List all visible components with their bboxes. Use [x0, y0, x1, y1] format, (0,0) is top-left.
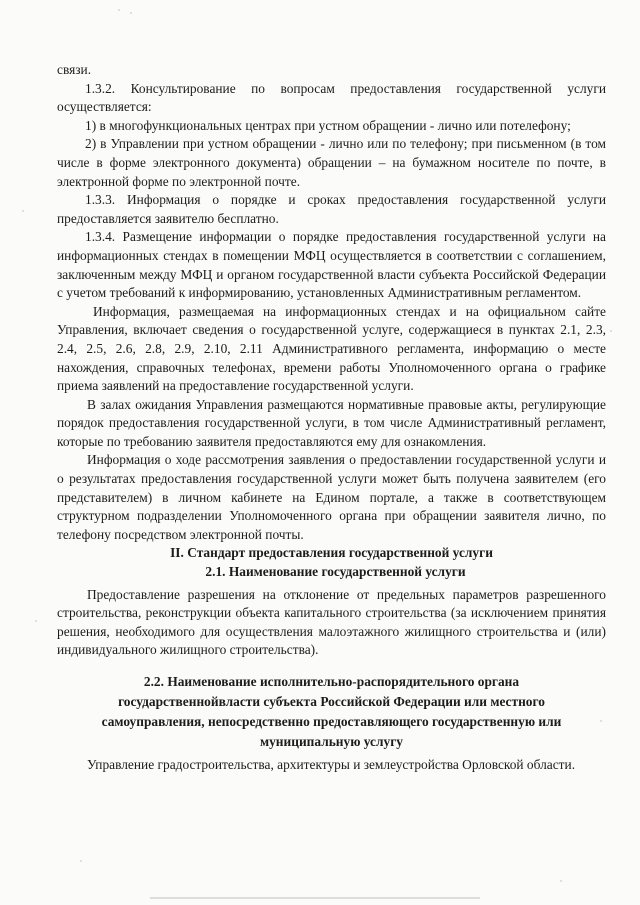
section-2-1-heading: 2.1. Наименование государственной услуги — [205, 564, 466, 580]
section-2-1-text: Предоставление разрешения на отклонение от предельных параметров разрешенного строительства, реконструкции объекта капитального строительства (за исключением принятия решения, необходимого для осуществления малоэтажного жилищного строительства и (или) индивидуального жилищного строительства). — [57, 586, 606, 658]
scan-speck — [22, 210, 24, 212]
section-ii-heading: II. Стандарт предоставления государственной услуги — [170, 545, 493, 561]
paragraph: связи. — [57, 62, 92, 77]
paragraph-1-3-4: 1.3.4. Размещение информации о порядке предоставления государственной услуги на информационных стендах в помещении МФЦ осуществляется в соответствии с соглашением, заключенным между МФЦ и органом государственной власти субъекта Российской Федерации с учетом требований к информированию, установленных Административным регламентом. — [57, 229, 606, 301]
paragraph-info-stands: Информация, размещаемая на информационных стендах и на официальном сайте Управления, включает сведения о государственной услуге, содержащиеся в пунктах 2.1, 2.3, 2.4, 2.5, 2.6, 2.8, 2.9, 2.10, 2.11 Административного регламента, информацию о месте нахождения, справочных телефонах, времени работы Уполномоченного органа о графике приема заявлений на предоставление государственной услуги. — [57, 303, 606, 394]
paragraph-1-3-3: 1.3.3. Информация о порядке и сроках предоставления государственной услуги предоставляется заявителю бесплатно. — [57, 192, 606, 226]
scan-speck — [80, 860, 82, 862]
scan-edge-line — [150, 897, 480, 899]
paragraph-waiting-rooms: В залах ожидания Управления размещаются нормативные правовые акты, регулирующие порядок предоставления государственной услуги, в том числе Административный регламент, которые по требованию заявителя предоставляются ему для ознакомления. — [57, 396, 606, 449]
spacer — [57, 660, 606, 672]
paragraph-progress-info: Информация о ходе рассмотрения заявления о предоставлении государственной услуги и о результатах предоставления государственной услуги может быть получена заявителем (его представителем) в личном кабинете на Едином портале, а также в соответствующем структурном подразделении Уполномоченного органа при обращении заявителя лично, по телефону посредством электронной почты. — [57, 452, 606, 542]
section-2-2-text: Управление градостроительства, архитектуры и землеустройства Орловской области. — [87, 757, 576, 772]
section-2-2-heading: 2.2. Наименование исполнительно-распорядительного органа государственнойвласти субъекта Российской Федерации или местного самоуправления, непосредственно предоставляющего государственную или муниципальную услугу — [101, 674, 562, 749]
scan-speck — [130, 12, 132, 14]
scan-speck — [610, 330, 612, 332]
document-body — [57, 61, 606, 775]
paragraph-1-3-2: 1.3.2. Консультирование по вопросам предоставления государственной услуги осуществляется: — [57, 80, 606, 115]
scan-speck — [35, 620, 37, 622]
scan-speck — [118, 9, 120, 11]
list-item-1: 1) в многофункциональных центрах при устном обращении - лично или потелефону; — [85, 117, 571, 133]
list-item-2: 2) в Управлении при устном обращении - лично или по телефону; при письменном (в том числе в форме электронного документа) обращении – на бумажном носителе по почте, в электронной форме по электронной почте. — [57, 136, 606, 189]
scan-speck — [560, 880, 562, 882]
